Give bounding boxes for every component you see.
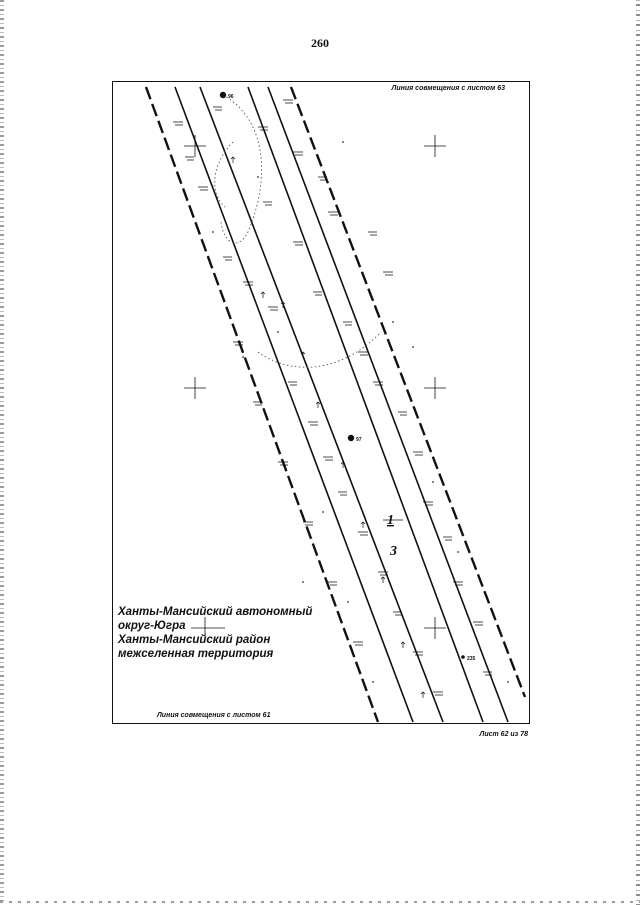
page-number: 260 <box>311 36 329 50</box>
point-97-label: 97 <box>356 437 362 443</box>
scan-edge-left <box>0 0 4 905</box>
region-label-line-2: округ-Югра <box>118 620 186 632</box>
point-235-marker <box>461 655 465 659</box>
grid-cross-2 <box>184 135 206 157</box>
scan-edge-right <box>636 0 640 905</box>
scan-edge-bottom <box>0 901 640 903</box>
region-label-line-4: межселенная территория <box>118 648 274 660</box>
contour-arc-upper <box>221 95 262 243</box>
grid-cross-4 <box>424 377 446 399</box>
match-line-bottom: Линия совмещения с листом 61 <box>157 712 271 719</box>
scatter-dots <box>212 141 509 683</box>
point-97-marker <box>348 435 354 441</box>
contour-arc-small <box>215 142 233 207</box>
map-frame <box>112 81 530 724</box>
dotted-contours <box>215 95 381 367</box>
point-96-marker <box>220 92 226 98</box>
match-line-top: Линия совмещения с листом 63 <box>391 85 505 92</box>
grid-cross-5 <box>424 617 446 639</box>
grid-cross-1 <box>424 135 446 157</box>
corridor-marker-3: 3 <box>390 544 397 559</box>
grid-cross-3 <box>184 377 206 399</box>
region-label-line-3: Ханты-Мансийский район <box>118 634 271 646</box>
region-label <box>118 605 338 661</box>
point-235-label: 235 <box>467 656 476 662</box>
point-96-label: 96 <box>228 94 234 100</box>
corridor-marker-1: 1 <box>387 513 394 528</box>
sheet-number: Лист 62 из 78 <box>479 731 528 738</box>
region-label-line-1: Ханты-Мансийский автономный <box>118 606 313 618</box>
